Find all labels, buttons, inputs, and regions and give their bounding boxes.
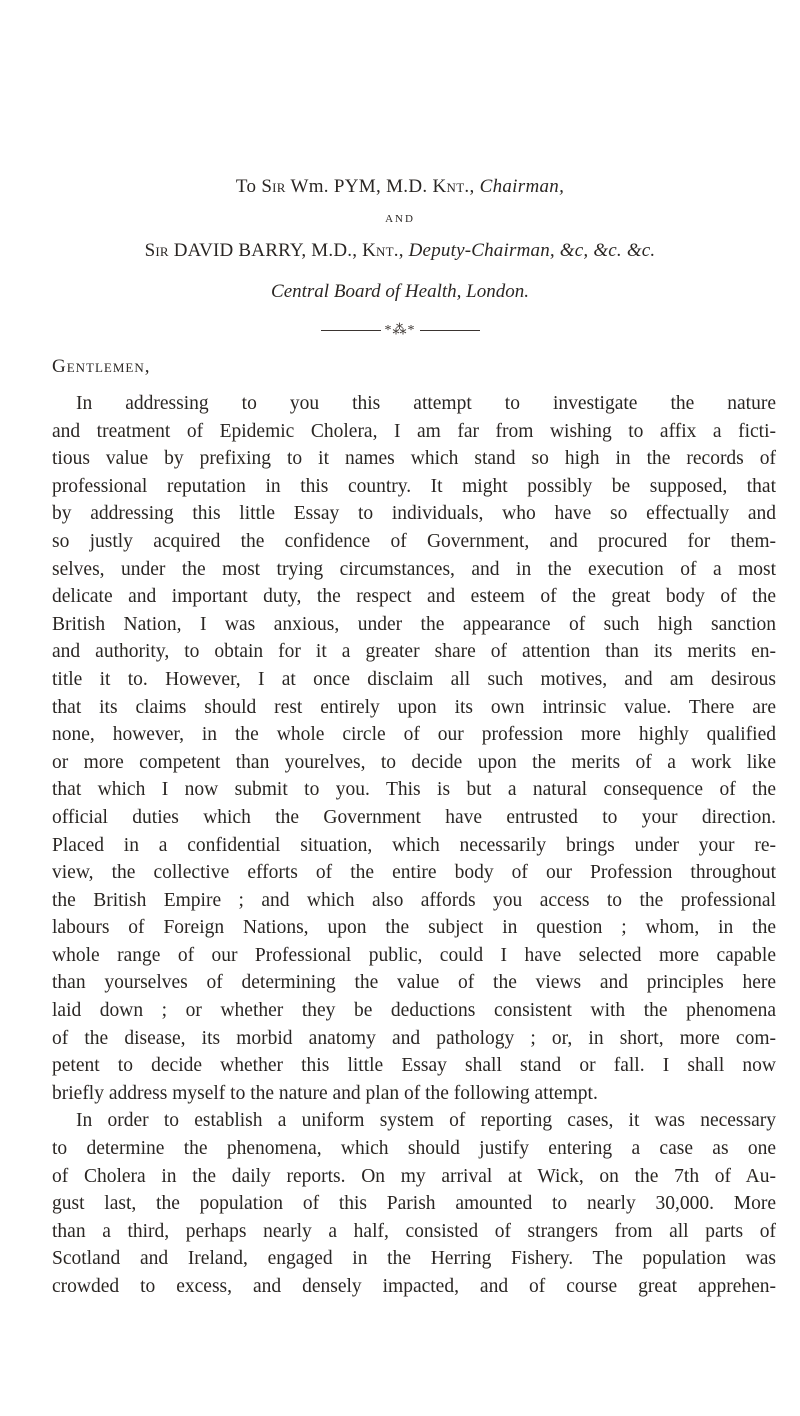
address-line-3 xyxy=(0,240,800,262)
text-line: labours of Foreign Nations, upon the subject in question ; whom, in the xyxy=(52,917,776,939)
text-line: title it to. However, I at once disclaim all such motives, and am desirous xyxy=(52,668,776,690)
deputy-chairman-role: Deputy-Chairman, &c, &c. &c. xyxy=(408,240,656,261)
text-line: professional reputation in this country. It might possibly be supposed, that xyxy=(52,475,776,497)
title-knight: Knt., xyxy=(362,240,404,261)
divider-rule-left xyxy=(321,330,381,331)
text-line: gust last, the population of this Parish amounted to nearly 30,000. More xyxy=(52,1193,776,1215)
ornament-glyph: *⁂* xyxy=(384,323,416,338)
text-line: to determine the phenomena, which should justify entering a case as one xyxy=(52,1138,776,1160)
text-line: that which I now submit to you. This is but a natural consequence of the xyxy=(52,779,776,801)
text-line: briefly address myself to the nature and plan of the following attempt. xyxy=(52,1082,598,1104)
text-line: tious value by prefixing to it names which stand so high in the records of xyxy=(52,448,776,470)
address-line-1 xyxy=(0,176,800,198)
text-line: selves, under the most trying circumstances, and in the execution of a most xyxy=(52,558,776,580)
address-prefix: To xyxy=(235,176,257,197)
text-line: so justly acquired the confidence of Government, and procured for them- xyxy=(52,530,776,552)
text-line: official duties which the Government have entrusted to your direction. xyxy=(52,806,776,828)
text-line: laid down ; or whether they be deductions consistent with the phenomena xyxy=(52,1000,776,1022)
text-line: than a third, perhaps nearly a half, consisted of strangers from all parts of xyxy=(52,1220,776,1242)
address-and: AND xyxy=(385,213,415,225)
text-line: and treatment of Epidemic Cholera, I am far from wishing to affix a ficti- xyxy=(52,420,776,442)
ornament-divider xyxy=(0,322,800,339)
text-line: than yourselves of determining the value of the views and principles here xyxy=(52,972,776,994)
board-name: Central Board of Health, London. xyxy=(271,281,529,302)
text-line: by addressing this little Essay to individuals, who have so effectually and xyxy=(52,503,776,525)
divider-rule-right xyxy=(420,330,480,331)
salutation: Gentlemen, xyxy=(52,356,151,377)
title-sir: Sir xyxy=(144,240,169,261)
text-line: In addressing to you this attempt to investigate the nature xyxy=(76,393,776,414)
text-line: or more competent than yourelves, to decide upon the merits of a work like xyxy=(52,751,776,773)
text-line: and authority, to obtain for it a greater share of attention than its merits en- xyxy=(52,641,776,663)
text-line: delicate and important duty, the respect and esteem of the great body of the xyxy=(52,586,776,608)
title-knight: Knt., xyxy=(432,176,475,197)
text-line: Placed in a confidential situation, which necessarily brings under your re- xyxy=(52,834,776,856)
text-line: of the disease, its morbid anatomy and pathology ; or, in short, more com- xyxy=(52,1027,776,1049)
text-line: Scotland and Ireland, engaged in the Herring Fishery. The population was xyxy=(52,1248,776,1270)
letter-body xyxy=(52,390,776,1301)
title-sir: Sir xyxy=(261,176,286,197)
deputy-chairman-name: DAVID BARRY, M.D., xyxy=(173,240,358,261)
text-line: British Nation, I was anxious, under the appearance of such high sanction xyxy=(52,613,776,635)
text-line: petent to decide whether this little Essay shall stand or fall. I shall now xyxy=(52,1055,776,1077)
chairman-role: Chairman, xyxy=(479,176,565,197)
text-line: crowded to excess, and densely impacted, and of course great apprehen- xyxy=(52,1276,776,1297)
chairman-name: Wm. PYM, M.D. xyxy=(290,176,428,197)
text-line: none, however, in the whole circle of our profession more highly qualified xyxy=(52,724,776,746)
text-line: In order to establish a uniform system of reporting cases, it was necessary xyxy=(76,1110,776,1132)
text-line: the British Empire ; and which also affords you access to the professional xyxy=(52,889,776,911)
text-line: whole range of our Professional public, could I have selected more capable xyxy=(52,944,776,966)
text-line: of Cholera in the daily reports. On my arrival at Wick, on the 7th of Au- xyxy=(52,1165,776,1187)
text-line: view, the collective efforts of the entire body of our Profession throughout xyxy=(52,862,776,884)
text-line: that its claims should rest entirely upon its own intrinsic value. There are xyxy=(52,696,776,718)
